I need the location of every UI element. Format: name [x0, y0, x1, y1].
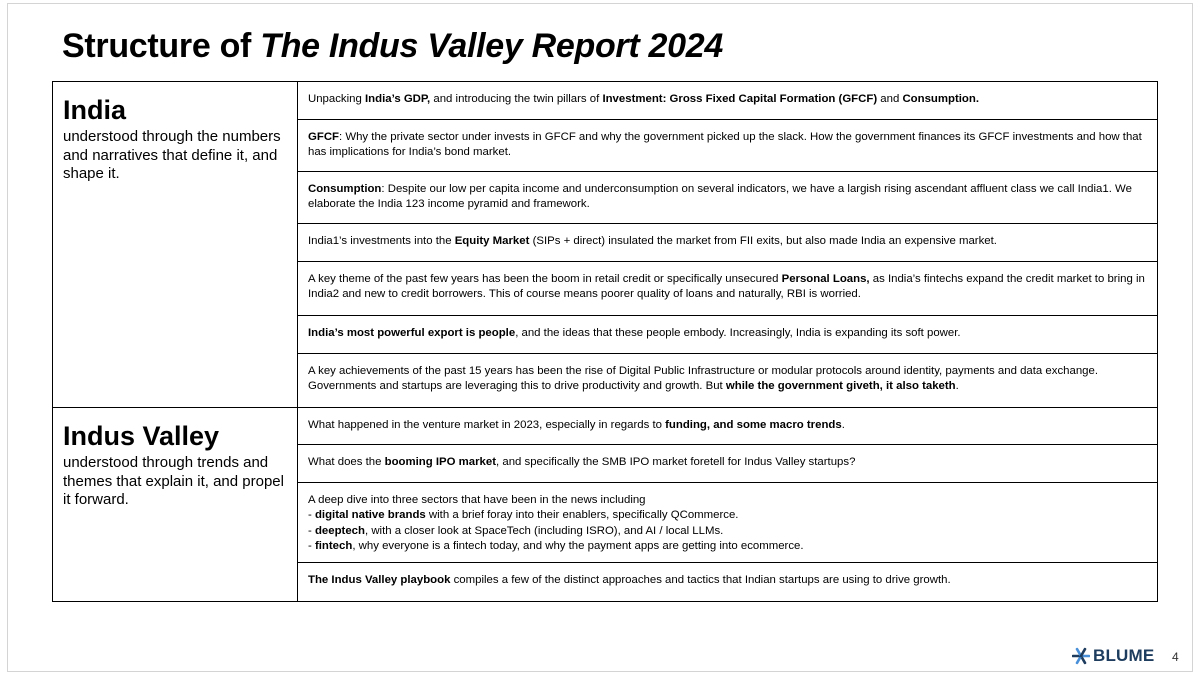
topic-row-ipo-market	[298, 445, 1157, 483]
topic-row-gdp	[298, 82, 1157, 120]
text: : Why the private sector under invests in GFCF and why the government picked up the slack. How the government finances its GFCF investments and how that has implications for India’s bond market.	[308, 131, 1142, 159]
bold-text: India’s GDP,	[365, 93, 431, 105]
topics-column	[298, 82, 1157, 601]
page-number: 4	[1172, 650, 1179, 664]
bold-text: digital native brands	[314, 509, 426, 522]
text: , why everyone is a fintech today, and why the payment apps are getting into ecommerce.	[352, 539, 804, 552]
text: What happened in the venture market in 2023, especially in regards to	[308, 419, 666, 431]
bold-text: Equity Market	[454, 235, 530, 247]
bold-text: funding, and some macro trends	[665, 419, 842, 431]
text: (SIPs + direct) insulated the market from FII exits, but also made India an expensive market.	[529, 235, 997, 247]
section-indus-valley	[53, 408, 298, 601]
text: with a brief foray into their enablers, specifically QCommerce.	[425, 509, 739, 522]
blume-mark-icon	[1072, 646, 1090, 666]
section-heading: India	[63, 95, 127, 125]
bold-text: Personal Loans,	[781, 273, 870, 285]
text: -	[308, 539, 315, 552]
text: , with a closer look at SpaceTech (including ISRO), and AI / local LLMs.	[364, 524, 724, 537]
section-india	[53, 82, 298, 408]
bold-text: GFCF	[308, 131, 340, 143]
text: and introducing the twin pillars of	[430, 93, 603, 105]
text: .	[841, 419, 845, 431]
topic-row-consumption	[298, 172, 1157, 224]
bold-text: Consumption	[308, 183, 382, 195]
text: Unpacking	[308, 93, 365, 105]
section-description: understood through the numbers and narratives that define it, and shape it.	[63, 128, 281, 182]
text: as India’s fintechs expand the credit market to bring in India2 and new to credit borrowers. This of course means poorer quality of loans and naturally, RBI is worried.	[308, 273, 1145, 301]
bold-text: Investment: Gross Fixed Capital Formation (GFCF)	[602, 93, 878, 105]
bold-text: while the government giveth, it also taketh	[725, 380, 956, 393]
topic-row-venture-market	[298, 408, 1157, 445]
text: A key theme of the past few years has been the boom in retail credit or specifically unsecured	[308, 273, 782, 285]
topic-row-digital-public-infra	[298, 354, 1157, 408]
structure-table	[52, 81, 1158, 602]
topic-row-equity-market	[298, 224, 1157, 262]
text: -	[308, 524, 315, 537]
slide-title	[62, 27, 723, 66]
text: -	[308, 509, 315, 522]
bold-text: booming IPO market	[384, 456, 497, 468]
text: : Despite our low per capita income and underconsumption on several indicators, we have a largish rising ascendant affluent class we call India1. We elaborate the India 123 income pyramid and framework.	[308, 183, 1132, 211]
text: A deep dive into three sectors that have been in the news including	[308, 494, 646, 506]
section-heading: Indus Valley	[63, 421, 220, 451]
bold-text: fintech	[314, 539, 353, 552]
bold-text: deeptech	[314, 524, 365, 537]
topic-row-playbook	[298, 563, 1157, 601]
topic-row-export-people	[298, 316, 1157, 354]
text: .	[955, 380, 959, 393]
text: compiles a few of the distinct approaches and tactics that Indian startups are using to drive growth.	[450, 574, 951, 586]
logo-text: BLUME	[1093, 646, 1155, 665]
text: What does the	[308, 456, 385, 468]
topic-row-gfcf	[298, 120, 1157, 172]
bold-text: The Indus Valley playbook	[308, 574, 451, 586]
section-description: understood through trends and themes that explain it, and propel it forward.	[63, 454, 284, 508]
text: India1’s investments into the	[308, 235, 455, 247]
bold-text: Consumption.	[902, 93, 980, 105]
text: , and the ideas that these people embody. Increasingly, India is expanding its soft power.	[515, 327, 961, 339]
title-prefix: Structure of	[62, 27, 261, 65]
text: and	[877, 93, 903, 105]
blume-logo	[1072, 646, 1154, 666]
title-report-name: The Indus Valley Report 2024	[260, 27, 723, 65]
topic-row-sector-deep-dive	[298, 483, 1157, 563]
text: , and specifically the SMB IPO market foretell for Indus Valley startups?	[496, 456, 856, 468]
text: A key achievements of the past 15 years has been the rise of Digital Public Infrastructure or modular protocols around identity, payments and data exchange. Governments and startups are leveraging this to drive productivity and growth. But	[308, 365, 1098, 393]
topic-row-personal-loans	[298, 262, 1157, 316]
bold-text: India’s most powerful export is people	[308, 327, 516, 339]
